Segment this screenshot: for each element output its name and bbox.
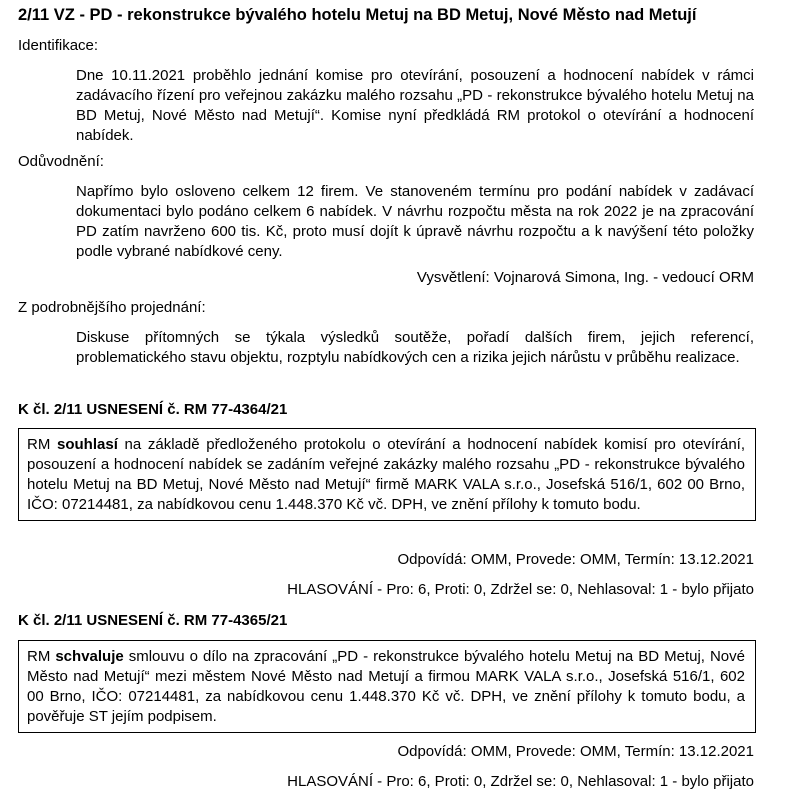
vote-line-1: HLASOVÁNÍ - Pro: 6, Proti: 0, Zdržel se: 0, Nehlasoval: 1 - bylo přijato bbox=[287, 581, 754, 598]
resolution-prefix: RM bbox=[27, 436, 58, 453]
agenda-item-title: 2/11 VZ - PD - rekonstrukce bývalého hotelu Metuj na BD Metuj, Nové Město nad Metují bbox=[18, 6, 697, 24]
oduvodneni-text: Napřímo bylo osloveno celkem 12 firem. Ve stanoveném termínu pro podání nabídek v zadávací dokumentaci bylo podáno celkem 6 nabídek. V návrhu rozpočtu města na rok 2022 je na zpracování PD zatím navrženo 600 tis. Kč, proto musí dojít k úpravě návrhu rozpočtu a k navýšení této položky podle vybrané nabídkové ceny. bbox=[76, 183, 754, 260]
vote-line-2: HLASOVÁNÍ - Pro: 6, Proti: 0, Zdržel se: 0, Nehlasoval: 1 - bylo přijato bbox=[287, 773, 754, 790]
resolution-text: smlouvu o dílo na zpracování „PD - rekonstrukce bývalého hotelu Metuj na BD Metuj, Nové Město nad Metují“ mezi městem Nové Město nad Metují a firmou MARK VALA s.r.o., Josefská 516/1, 602 00 Brno, IČO: 07214481, za nabídkovou cenu 1.448.370 Kč vč. DPH, ve znění přílohy k tomuto bodu, a pověřuje ST jejím podpisem. bbox=[27, 648, 745, 725]
vysvetleni-line: Vysvětlení: Vojnarová Simona, Ing. - vedoucí ORM bbox=[416, 269, 754, 286]
oduvodneni-label: Odůvodnění: bbox=[18, 153, 104, 170]
resolution-heading-1: K čl. 2/11 USNESENÍ č. RM 77-4364/21 bbox=[18, 401, 288, 418]
resolution-prefix: RM bbox=[27, 648, 56, 665]
identifikace-label: Identifikace: bbox=[18, 37, 99, 54]
identifikace-text: Dne 10.11.2021 proběhlo jednání komise pro otevírání, posouzení a hodnocení nabídek v rámci zadávacího řízení pro veřejnou zakázku malého rozsahu „PD - rekonstrukce bývalého hotelu Metuj na BD Metuj, Nové Město nad Metují“. Komise nyní předkládá RM protokol o otevírání a hodnocení nabídek. bbox=[76, 67, 754, 144]
resolution-box-2 bbox=[18, 640, 756, 733]
resolution-verb: schvaluje bbox=[55, 648, 124, 665]
projednani-label: Z podrobnějšího projednání: bbox=[18, 299, 206, 316]
projednani-text: Diskuse přítomných se týkala výsledků soutěže, pořadí dalších firem, jejich referencí, problematického stavu objektu, rozptylu nabídkových cen a rizika jejich nárůstu v průběhu realizace. bbox=[76, 329, 754, 366]
resolution-box-1 bbox=[18, 428, 756, 521]
resolution-text: na základě předloženého protokolu o otevírání a hodnocení nabídek komisí pro otevírání, posouzení a hodnocení nabídek se zadáním veřejné zakázky malého rozsahu „PD - rekonstrukce bývalého hotelu Metuj na BD Metuj, Nové Město nad Metují“ firmě MARK VALA s.r.o., Josefská 516/1, 602 00 Brno, IČO: 07214481, za nabídkovou cenu 1.448.370 Kč vč. DPH, ve znění přílohy k tomuto bodu. bbox=[27, 436, 746, 513]
responsible-line-2: Odpovídá: OMM, Provede: OMM, Termín: 13.12.2021 bbox=[397, 743, 754, 760]
resolution-verb: souhlasí bbox=[57, 436, 118, 453]
responsible-line-1: Odpovídá: OMM, Provede: OMM, Termín: 13.12.2021 bbox=[397, 551, 754, 568]
resolution-heading-2: K čl. 2/11 USNESENÍ č. RM 77-4365/21 bbox=[18, 612, 288, 629]
